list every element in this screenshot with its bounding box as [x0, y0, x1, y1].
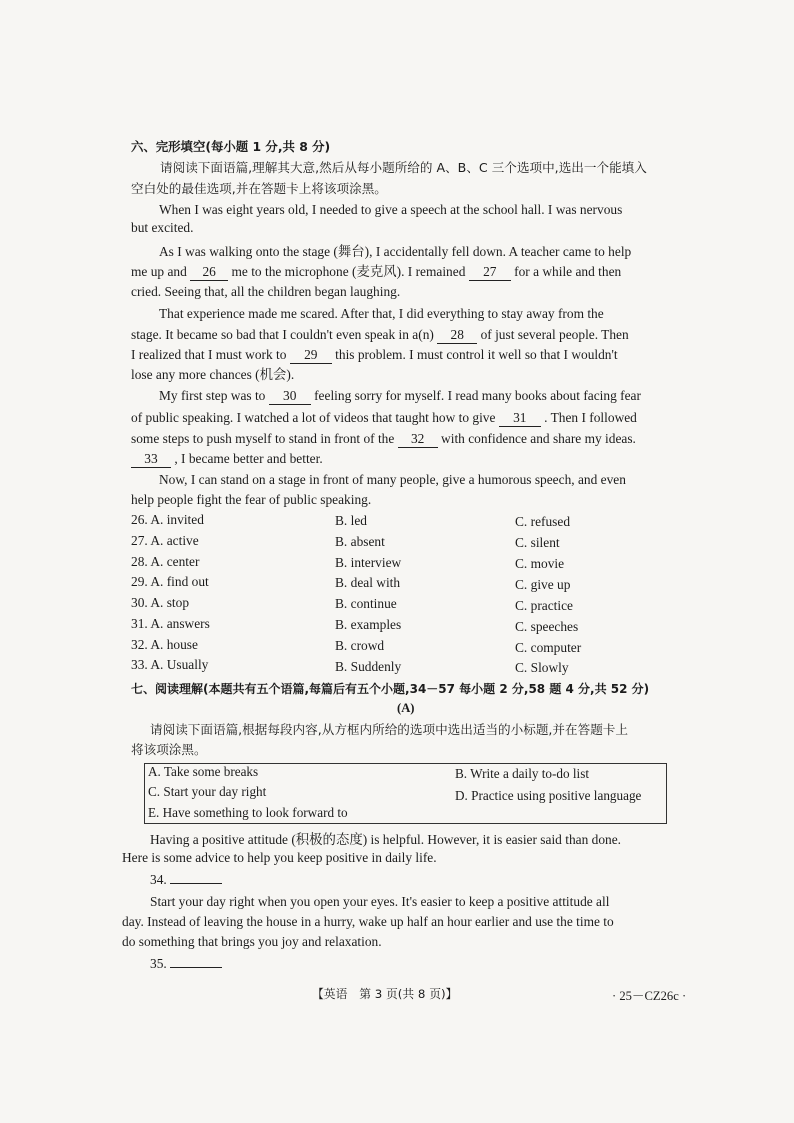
blank-26: 26 [190, 264, 228, 281]
blank-28: 28 [437, 327, 477, 344]
intro-line1: Having a positive attitude (积极的态度) is helpful. However, it is easier said than done. [150, 832, 622, 847]
paragraph-3-line2 [131, 325, 629, 345]
paragraph-5-line1: Now, I can stand on a stage in front of many people, give a humorous speech, and even [159, 472, 626, 487]
paragraph-3-line1: That experience made me scared. After that, I did everything to stay away from the [159, 306, 604, 321]
paragraph-4-line1 [159, 386, 641, 406]
text-segment: My first step was to [159, 388, 266, 403]
paragraph-4-line2 [131, 408, 637, 428]
option-28-c: C. movie [515, 556, 565, 571]
section6-heading: 六、完形填空(每小题 1 分,共 8 分) [131, 139, 331, 154]
text-segment: this problem. I must control it well so that I wouldn't [335, 347, 618, 362]
text-segment: . Then I followed [544, 410, 637, 425]
paragraph-34-line2: day. Instead of leaving the house in a hurry, wake up half an hour earlier and use the time to [122, 914, 614, 929]
option-28-b: B. interview [335, 555, 402, 570]
text-segment: , I became better and better. [174, 451, 323, 466]
text-segment: stage. It became so bad that I couldn't even speak in a(n) [131, 327, 434, 342]
paragraph-34-line3: do something that brings you joy and relaxation. [122, 934, 382, 949]
box-option-b: B. Write a daily to-do list [455, 766, 590, 781]
option-30-b: B. continue [335, 596, 397, 611]
blank-30: 30 [269, 388, 311, 405]
text-segment: of just several people. Then [480, 327, 629, 342]
paragraph-2-line3: cried. Seeing that, all the children began laughing. [131, 284, 401, 299]
paragraph-2-line2 [131, 262, 621, 282]
paragraph-3-line4: lose any more chances (机会). [131, 367, 295, 382]
box-option-c: C. Start your day right [148, 784, 267, 799]
question-34 [150, 870, 222, 890]
heading-options-box [144, 763, 667, 824]
paragraph-3-line3 [131, 345, 618, 365]
text-segment: feeling sorry for myself. I read many books about facing fear [314, 388, 641, 403]
text-segment: me to the microphone (麦克风). I remained [231, 264, 466, 279]
section7-heading: 七、阅读理解(本题共有五个语篇,每篇后有五个小题,34－57 每小题 2 分,58 题 4 分,共 52 分) [131, 682, 650, 696]
option-27-a: 27. A. active [131, 533, 199, 548]
option-33-c: C. Slowly [515, 660, 569, 675]
option-31-c: C. speeches [515, 619, 579, 634]
section7-instruction-line2: 将该项涂黑。 [131, 742, 207, 757]
section7-instruction-line1: 请阅读下面语篇,根据每段内容,从方框内所给的选项中选出适当的小标题,并在答题卡上 [150, 722, 628, 737]
paragraph-2-line1: As I was walking onto the stage (舞台), I accidentally fell down. A teacher came to help [159, 244, 632, 259]
paragraph-4-line3 [131, 429, 636, 449]
question-35-number: 35. [150, 956, 167, 971]
section6-instruction-line2: 空白处的最佳选项,并在答题卡上将该项涂黑。 [131, 181, 387, 196]
paragraph-1-line2: but excited. [131, 220, 194, 235]
option-30-a: 30. A. stop [131, 595, 190, 610]
option-33-a: 33. A. Usually [131, 657, 209, 672]
question-34-number: 34. [150, 872, 167, 887]
box-option-a: A. Take some breaks [148, 764, 259, 779]
option-32-c: C. computer [515, 640, 582, 655]
text-segment: I realized that I must work to [131, 347, 287, 362]
option-28-a: 28. A. center [131, 554, 200, 569]
option-31-a: 31. A. answers [131, 616, 210, 631]
box-option-d: D. Practice using positive language [455, 788, 642, 803]
blank-27: 27 [469, 264, 511, 281]
question-35 [150, 954, 222, 974]
paragraph-1-line1: When I was eight years old, I needed to give a speech at the school hall. I was nervous [159, 202, 623, 217]
option-26-c: C. refused [515, 514, 571, 529]
option-32-a: 32. A. house [131, 637, 198, 652]
paragraph-5-line2: help people fight the fear of public speaking. [131, 492, 372, 507]
option-26-a: 26. A. invited [131, 512, 204, 527]
answer-blank-34 [170, 883, 222, 884]
option-29-a: 29. A. find out [131, 574, 209, 589]
option-32-b: B. crowd [335, 638, 385, 653]
page-footer-label: 【英语 第 3 页(共 8 页)】 [312, 987, 458, 1001]
text-segment: of public speaking. I watched a lot of videos that taught how to give [131, 410, 496, 425]
passage-a-label: (A) [397, 701, 415, 715]
option-30-c: C. practice [515, 598, 573, 613]
blank-29: 29 [290, 347, 332, 364]
page-footer-code: · 25－CZ26c · [612, 989, 687, 1003]
option-29-b: B. deal with [335, 575, 401, 590]
answer-blank-35 [170, 967, 222, 968]
option-27-b: B. absent [335, 534, 385, 549]
text-segment: with confidence and share my ideas. [441, 431, 636, 446]
option-33-b: B. Suddenly [335, 659, 402, 674]
intro-line2: Here is some advice to help you keep positive in daily life. [122, 850, 437, 865]
paragraph-4-line4 [131, 449, 323, 469]
blank-33: 33 [131, 451, 171, 468]
text-segment: for a while and then [514, 264, 622, 279]
paragraph-34-line1: Start your day right when you open your eyes. It's easier to keep a positive attitude all [150, 894, 610, 909]
text-segment: me up and [131, 264, 187, 279]
option-27-c: C. silent [515, 535, 560, 550]
box-option-e: E. Have something to look forward to [148, 805, 348, 820]
blank-32: 32 [398, 431, 438, 448]
option-31-b: B. examples [335, 617, 402, 632]
option-29-c: C. give up [515, 577, 571, 592]
option-26-b: B. led [335, 513, 367, 528]
text-segment: some steps to push myself to stand in front of the [131, 431, 395, 446]
section6-instruction-line1: 请阅读下面语篇,理解其大意,然后从每小题所给的 A、B、C 三个选项中,选出一个能填入 [160, 160, 647, 175]
blank-31: 31 [499, 410, 541, 427]
